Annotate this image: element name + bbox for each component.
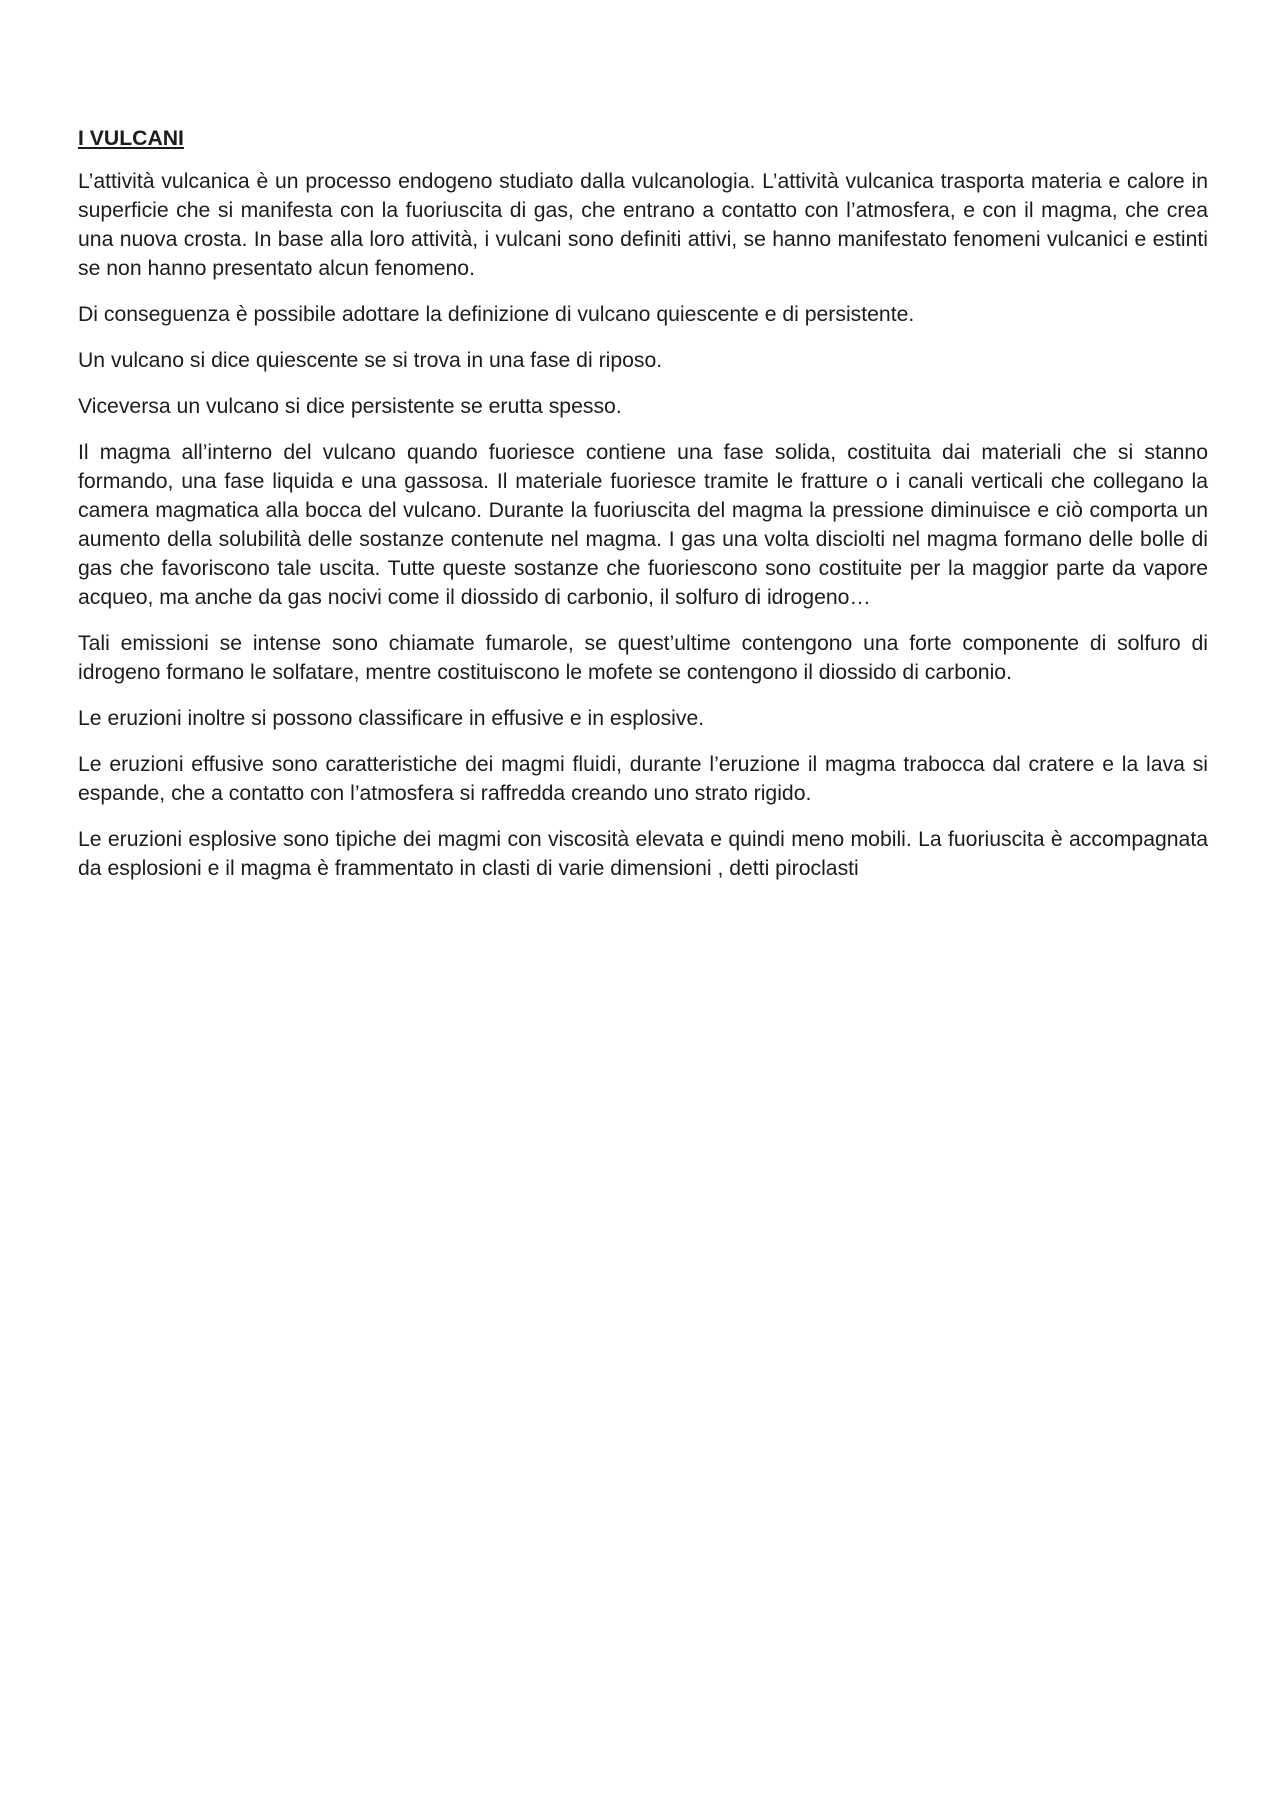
paragraph-quiescent: Un vulcano si dice quiescente se si trova in una fase di riposo. xyxy=(78,349,663,372)
paragraph-persistent: Viceversa un vulcano si dice persistente se erutta spesso. xyxy=(78,395,622,418)
paragraph-explosive: Le eruzioni esplosive sono tipiche dei magmi con viscosità elevata e quindi meno mobili. La fuoriuscita è accompagnata da esplosioni e il magma è frammentato in clasti di varie dimensioni , detti piroclasti xyxy=(78,828,1208,880)
paragraph-intro: L’attività vulcanica è un processo endogeno studiato dalla vulcanologia. L’attività vulcanica trasporta materia e calore in superficie che si manifesta con la fuoriuscita di gas, che entrano a contatto con l’atmosfera, e con il magma, che crea una nuova crosta. In base alla loro attività, i vulcani sono definiti attivi, se hanno manifestato fenomeni vulcanici e estinti se non hanno presentato alcun fenomeno. xyxy=(78,170,1208,280)
paragraph-eruption-types: Le eruzioni inoltre si possono classificare in effusive e in esplosive. xyxy=(78,707,705,730)
paragraph-magma: Il magma all’interno del vulcano quando fuoriesce contiene una fase solida, costituita dai materiali che si stanno formando, una fase liquida e una gassosa. Il materiale fuoriesce tramite le fratture o i canali verticali che collegano la camera magmatica alla bocca del vulcano. Durante la fuoriuscita del magma la pressione diminuisce e ciò comporta un aumento della solubilità delle sostanze contenute nel magma. I gas una volta disciolti nel magma formano delle bolle di gas che favoriscono tale uscita. Tutte queste sostanze che fuoriescono sono costituite per la maggior parte da vapore acqueo, ma anche da gas nocivi come il diossido di carbonio, il solfuro di idrogeno… xyxy=(78,441,1208,609)
paragraph-definitions: Di conseguenza è possibile adottare la definizione di vulcano quiescente e di persistente. xyxy=(78,303,915,326)
document-title: I VULCANI xyxy=(78,127,184,150)
paragraph-effusive: Le eruzioni effusive sono caratteristiche dei magmi fluidi, durante l’eruzione il magma trabocca dal cratere e la lava si espande, che a contatto con l’atmosfera si raffredda creando uno strato rigido. xyxy=(78,753,1208,805)
document-page xyxy=(78,124,1208,900)
paragraph-emissions: Tali emissioni se intense sono chiamate fumarole, se quest’ultime contengono una forte componente di solfuro di idrogeno formano le solfatare, mentre costituiscono le mofete se contengono il diossido di carbonio. xyxy=(78,632,1208,684)
